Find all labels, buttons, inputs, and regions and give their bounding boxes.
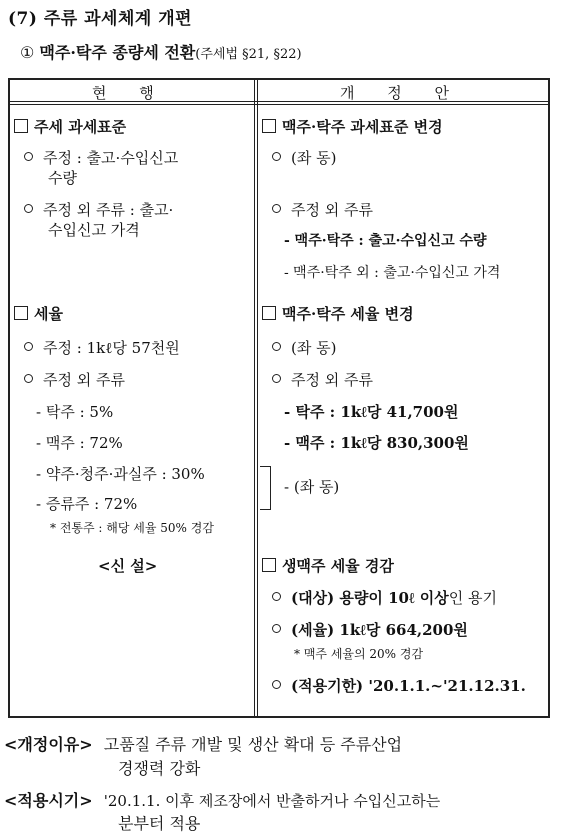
right-draft-heading: 생맥주 세율 경감 <box>262 556 394 576</box>
circle-bullet-icon <box>272 342 281 351</box>
right-base-sub1: - 맥주·탁주 : 출고·수입신고 수량 <box>284 233 487 249</box>
left-base-item2-cont: 수입신고 가격 <box>48 221 140 239</box>
column-divider <box>254 80 255 716</box>
right-rate-item2: 주정 외 주류 <box>272 370 373 390</box>
left-rate-heading: 세율 <box>14 304 63 324</box>
checkbox-square-icon <box>262 306 276 320</box>
right-rate-same: - (좌 동) <box>284 478 340 496</box>
checkbox-square-icon <box>262 119 276 133</box>
right-base-sub2: - 맥주·탁주 외 : 출고·수입신고 가격 <box>284 265 501 281</box>
right-draft-item1: (대상) 용량이 10ℓ 이상인 용기 <box>272 588 497 608</box>
right-draft-item3: (적용기한) '20.1.1.~'21.12.31. <box>272 676 526 696</box>
right-base-heading: 맥주·탁주 과세표준 변경 <box>262 117 443 137</box>
right-base-item2: 주정 외 주류 <box>272 200 373 220</box>
left-rate-sub4: - 증류주 : 72% <box>36 495 138 513</box>
checkbox-square-icon <box>14 119 28 133</box>
date-text-line1: '20.1.1. 이후 제조장에서 반출하거나 수입신고하는 <box>103 792 441 810</box>
right-rate-sub2: - 맥주 : 1kℓ당 830,300원 <box>284 434 469 452</box>
left-rate-item1: 주정 : 1kℓ당 57천원 <box>24 338 180 358</box>
right-rate-item1: (좌 동) <box>272 338 336 358</box>
left-base-item1: 주정 : 출고·수입신고 <box>24 148 178 168</box>
left-rate-sub3: - 약주·청주·과실주 : 30% <box>36 465 205 483</box>
left-base-item1-cont: 수량 <box>48 169 77 187</box>
circle-bullet-icon <box>24 374 33 383</box>
right-draft-note: * 맥주 세율의 20% 경감 <box>294 647 424 661</box>
subsection-number: ① <box>20 43 35 62</box>
circle-bullet-icon <box>272 204 281 213</box>
left-rate-note: * 전통주 : 해당 세율 50% 경감 <box>50 521 214 535</box>
table-header <box>10 80 548 105</box>
right-draft-item2: (세율) 1kℓ당 664,200원 <box>272 620 468 640</box>
section-title: (7) 주류 과세체계 개편 <box>8 9 193 29</box>
right-base-item1: (좌 동) <box>272 148 336 168</box>
left-rate-sub1: - 탁주 : 5% <box>36 403 114 421</box>
date-block <box>4 790 440 812</box>
reason-block <box>4 734 402 756</box>
checkbox-square-icon <box>14 306 28 320</box>
reason-text-line2: 경쟁력 강화 <box>118 759 201 778</box>
header-proposed: 개 정 안 <box>340 84 464 102</box>
circle-bullet-icon <box>24 152 33 161</box>
header-current: 현 행 <box>92 84 168 102</box>
circle-bullet-icon <box>24 342 33 351</box>
grouping-bracket <box>260 466 271 510</box>
circle-bullet-icon <box>272 680 281 689</box>
right-rate-heading: 맥주·탁주 세율 변경 <box>262 304 414 324</box>
left-rate-sub2: - 맥주 : 72% <box>36 434 123 452</box>
left-rate-item2: 주정 외 주류 <box>24 370 125 390</box>
reason-text-line1: 고품질 주류 개발 및 생산 확대 등 주류산업 <box>103 735 403 754</box>
subsection-heading: 맥주·탁주 종량세 전환 <box>39 43 196 62</box>
checkbox-square-icon <box>262 558 276 572</box>
circle-bullet-icon <box>272 624 281 633</box>
left-base-item2: 주정 외 주류 : 출고· <box>24 200 173 220</box>
column-divider-inner <box>257 80 258 716</box>
date-text-line2: 분부터 적용 <box>118 814 201 833</box>
right-rate-sub1: - 탁주 : 1kℓ당 41,700원 <box>284 403 459 421</box>
law-reference: (주세법 §21, §22) <box>195 47 302 62</box>
reason-label: <개정이유> <box>4 735 93 754</box>
left-base-heading: 주세 과세표준 <box>14 117 126 137</box>
left-new-label: <신 설> <box>98 557 158 575</box>
circle-bullet-icon <box>24 204 33 213</box>
comparison-table <box>8 78 550 718</box>
subsection-title <box>20 40 302 63</box>
date-label: <적용시기> <box>4 791 93 810</box>
circle-bullet-icon <box>272 374 281 383</box>
circle-bullet-icon <box>272 592 281 601</box>
circle-bullet-icon <box>272 152 281 161</box>
